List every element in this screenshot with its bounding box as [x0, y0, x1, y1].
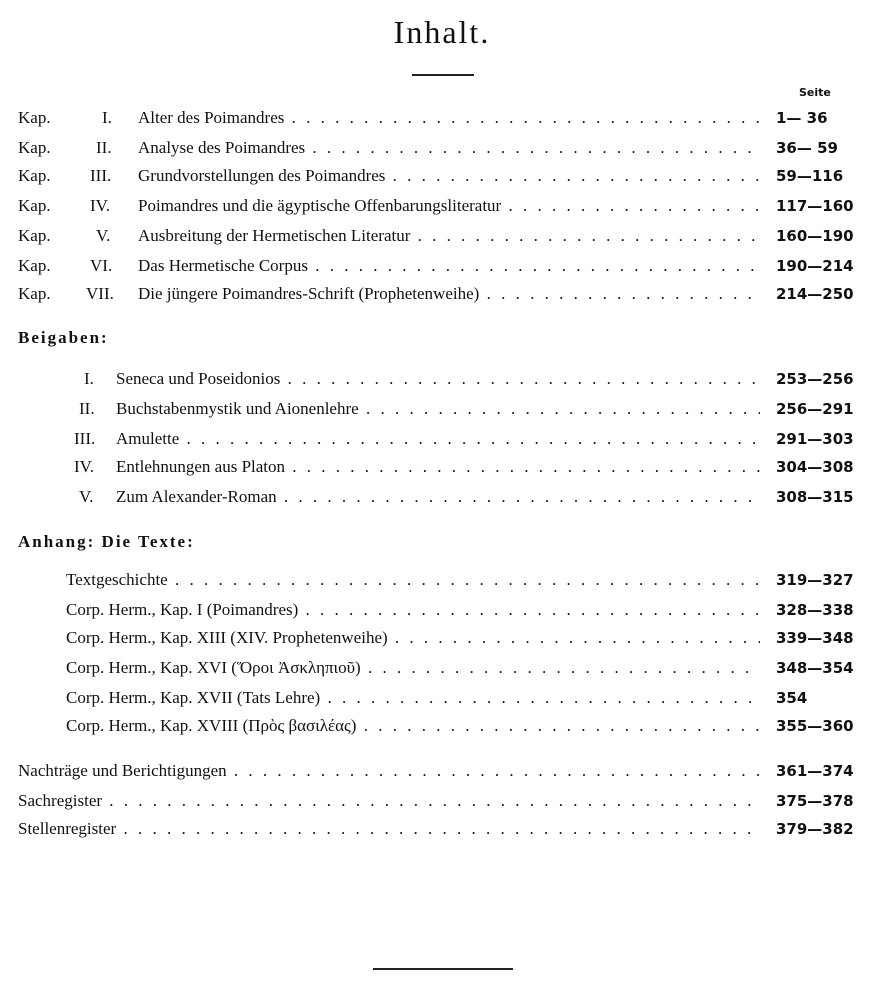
toc-entry-anhang — [0, 657, 884, 679]
toc-entry-anhang — [0, 569, 884, 591]
page-range: 319—327 — [776, 571, 854, 589]
page-range: 59—116 — [776, 167, 844, 185]
toc-entry-end — [0, 760, 884, 782]
beigabe-number: IV. — [74, 457, 94, 476]
toc-entry-chapter — [0, 225, 884, 247]
toc-entry-end — [0, 818, 884, 840]
page-range: 361—374 — [776, 762, 854, 780]
end-entry-title: Sachregister . . . — [18, 790, 760, 812]
page-range: 354 — [776, 689, 808, 707]
chapter-label: Kap. — [18, 108, 51, 127]
beigabe-title: Entlehnungen aus Platon . . . — [116, 456, 760, 478]
page-range: 117—160 — [776, 197, 854, 215]
beigabe-number: V. — [79, 487, 94, 506]
end-rule — [373, 968, 513, 970]
beigabe-number: II. — [79, 399, 95, 418]
beigabe-title: Amulette . . . — [116, 428, 760, 450]
beigaben-heading: Beigaben: — [18, 328, 109, 347]
chapter-title: Die jüngere Poimandres-Schrift (Prophetenweihe) . . . — [138, 283, 760, 305]
chapter-number: III. — [90, 166, 112, 185]
anhang-title: Corp. Herm., Kap. XVI (Ὅροι Ἀσκληπιοῦ) . . . — [66, 657, 760, 679]
page-range: 291—303 — [776, 430, 854, 448]
page-range: 160—190 — [776, 227, 854, 245]
chapter-title: Analyse des Poimandres . . . — [138, 137, 760, 159]
chapter-label: Kap. — [18, 166, 51, 185]
anhang-title: Textgeschichte . . . — [66, 569, 760, 591]
seite-header: Seite — [799, 86, 831, 99]
page-range: 1— 36 — [776, 109, 828, 127]
end-entry-title: Stellenregister . . . — [18, 818, 760, 840]
page-range: 214—250 — [776, 285, 854, 303]
toc-entry-chapter — [0, 255, 884, 277]
chapter-label: Kap. — [18, 226, 51, 245]
chapter-number: VII. — [86, 284, 114, 303]
page-range: 190—214 — [776, 257, 854, 275]
toc-entry-beigabe — [0, 428, 884, 450]
page-range: 348—354 — [776, 659, 854, 677]
anhang-heading: Anhang: Die Texte: — [18, 532, 195, 551]
page-range: 308—315 — [776, 488, 854, 506]
chapter-number: IV. — [90, 196, 110, 215]
page-range: 355—360 — [776, 717, 854, 735]
page-range: 339—348 — [776, 629, 854, 647]
chapter-number: V. — [96, 226, 111, 245]
page-range: 328—338 — [776, 601, 854, 619]
chapter-title: Das Hermetische Corpus . . . — [138, 255, 760, 277]
chapter-title: Alter des Poimandres . . . — [138, 107, 760, 129]
toc-entry-anhang — [0, 599, 884, 621]
beigabe-number: III. — [74, 429, 96, 448]
toc-entry-beigabe — [0, 398, 884, 420]
page-range: 304—308 — [776, 458, 854, 476]
page-range: 379—382 — [776, 820, 854, 838]
toc-entry-chapter — [0, 137, 884, 159]
beigabe-title: Buchstabenmystik und Aionenlehre . . . — [116, 398, 760, 420]
page-range: 36— 59 — [776, 139, 838, 157]
page-range: 253—256 — [776, 370, 854, 388]
toc-entry-anhang — [0, 627, 884, 649]
chapter-label: Kap. — [18, 256, 51, 275]
chapter-title: Ausbreitung der Hermetischen Literatur . . . — [138, 225, 760, 247]
chapter-label: Kap. — [18, 138, 51, 157]
chapter-title: Grundvorstellungen des Poimandres . . . — [138, 165, 760, 187]
page-range: 375—378 — [776, 792, 854, 810]
toc-entry-beigabe — [0, 486, 884, 508]
toc-entry-chapter — [0, 107, 884, 129]
beigabe-title: Zum Alexander-Roman . . . — [116, 486, 760, 508]
end-entry-title: Nachträge und Berichtigungen . . . — [18, 760, 760, 782]
toc-entry-chapter — [0, 195, 884, 217]
anhang-title: Corp. Herm., Kap. XVIII (Πρὸς βασιλέας) . . . — [66, 715, 760, 737]
chapter-number: II. — [96, 138, 112, 157]
chapter-number: VI. — [90, 256, 113, 275]
toc-entry-chapter — [0, 165, 884, 187]
beigabe-title: Seneca und Poseidonios . . . — [116, 368, 760, 390]
chapter-label: Kap. — [18, 284, 51, 303]
anhang-title: Corp. Herm., Kap. XIII (XIV. Prophetenweihe) . . . — [66, 627, 760, 649]
chapter-label: Kap. — [18, 196, 51, 215]
anhang-title: Corp. Herm., Kap. I (Poimandres) . . . — [66, 599, 760, 621]
toc-entry-anhang — [0, 715, 884, 737]
anhang-title: Corp. Herm., Kap. XVII (Tats Lehre) . . . — [66, 687, 760, 709]
page-range: 256—291 — [776, 400, 854, 418]
toc-entry-chapter — [0, 283, 884, 305]
toc-entry-beigabe — [0, 368, 884, 390]
beigabe-number: I. — [84, 369, 94, 388]
chapter-number: I. — [102, 108, 112, 127]
chapter-title: Poimandres und die ägyptische Offenbarungsliteratur . . . — [138, 195, 760, 217]
page-title: Inhalt. — [393, 14, 491, 50]
toc-entry-anhang — [0, 687, 884, 709]
title-rule — [412, 74, 474, 76]
toc-entry-end — [0, 790, 884, 812]
toc-entry-beigabe — [0, 456, 884, 478]
